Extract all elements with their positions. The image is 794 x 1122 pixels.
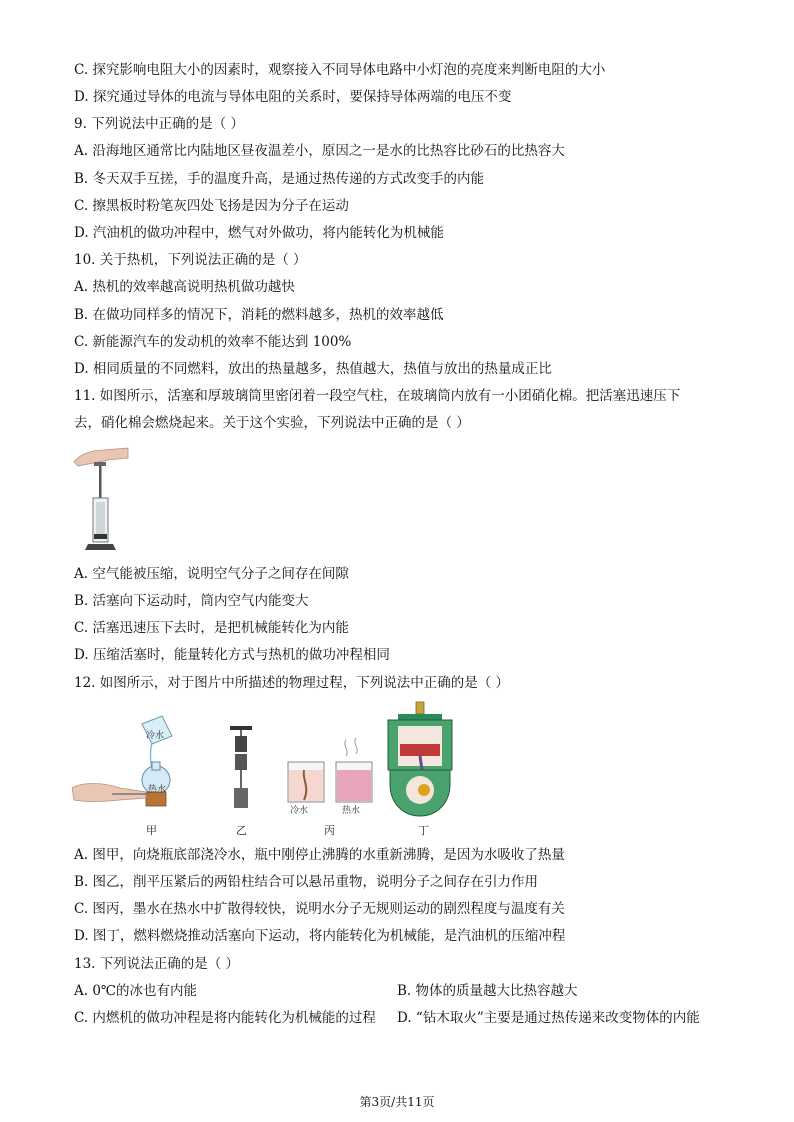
q10-option-a: A. 热机的效率越高说明热机做功越快 [74,279,295,295]
q12-option-c: C. 图丙，墨水在热水中扩散得较快，说明水分子无规则运动的剧烈程度与温度有关 [74,901,565,917]
q12-stem: 12. 如图所示，对于图片中所描述的物理过程，下列说法中正确的是（ ） [74,675,510,691]
q13-option-b: B. 物体的质量越大比热容越大 [397,983,578,999]
q10-option-c: C. 新能源汽车的发动机的效率不能达到 100% [74,334,352,350]
fig-jia-label-hot-water: 热水 [148,785,167,795]
q9-option-d: D. 汽油机的做功冲程中，燃气对外做功，将内能转化为机械能 [74,225,444,241]
q9-stem: 9. 下列说法中正确的是（ ） [74,116,244,132]
fig-caption-bing: 丙 [324,824,335,837]
fig-jia-label-cold-water: 冷水 [146,731,165,741]
fig-bing-label-hot-water: 热水 [342,806,361,816]
q10-option-d: D. 相同质量的不同燃料，放出的热量越多，热值越大，热值与放出的热量成正比 [74,361,552,377]
q12-option-d: D. 图丁，燃料燃烧推动活塞向下运动，将内能转化为机械能，是汽油机的压缩冲程 [74,928,566,944]
fig-caption-yi: 乙 [236,824,247,837]
q12-option-b: B. 图乙，削平压紧后的两铅柱结合可以悬吊重物，说明分子之间存在引力作用 [74,874,539,890]
q9-option-c: C. 擦黑板时粉笔灰四处飞扬是因为分子在运动 [74,198,349,214]
q11-piston-cylinder-figure [72,444,132,556]
q11-option-d: D. 压缩活塞时，能量转化方式与热机的做功冲程相同 [74,647,390,663]
q10-option-b: B. 在做功同样多的情况下，消耗的燃料越多，热机的效率越低 [74,307,444,323]
q11-option-b: B. 活塞向下运动时，筒内空气内能变大 [74,593,309,609]
q13-option-a: A. 0℃的冰也有内能 [74,983,198,999]
q8-option-c: C. 探究影响电阻大小的因素时，观察接入不同导体电路中小灯泡的亮度来判断电阻的大小 [74,62,606,78]
page-number: 第3页/共11页 [359,1095,435,1109]
q9-option-a: A. 沿海地区通常比内陆地区昼夜温差小，原因之一是水的比热容比砂石的比热容大 [74,143,565,159]
q11-option-a: A. 空气能被压缩，说明空气分子之间存在间隙 [74,566,349,582]
q13-stem: 13. 下列说法正确的是（ ） [74,956,240,972]
q13-option-d: D. “钻木取火”主要是通过热传递来改变物体的内能 [397,1010,700,1026]
q12-option-a: A. 图甲，向烧瓶底部浇冷水，瓶中刚停止沸腾的水重新沸腾，是因为水吸收了热量 [74,847,565,863]
q10-stem: 10. 关于热机，下列说法正确的是（ ） [74,252,307,268]
q9-option-b: B. 冬天双手互搓，手的温度升高，是通过热传递的方式改变手的内能 [74,171,485,187]
fig-bing-label-cold-water: 冷水 [290,806,309,816]
q12-figure-ding-engine [380,700,460,820]
q8-option-d: D. 探究通过导体的电流与导体电阻的关系时，要保持导体两端的电压不变 [74,89,512,105]
q12-figure-jia [72,710,212,818]
fig-caption-jia: 甲 [146,824,157,837]
fig-caption-ding: 丁 [418,824,429,837]
q12-figure-yi [226,722,256,818]
q11-stem-line1: 11. 如图所示，活塞和厚玻璃筒里密闭着一段空气柱，在玻璃筒内放有一小团硝化棉。把活塞迅速压下 [74,388,681,404]
q11-stem-line2: 去，硝化棉会燃烧起来。关于这个实验，下列说法中正确的是（ ） [74,415,470,431]
q11-option-c: C. 活塞迅速压下去时，是把机械能转化为内能 [74,620,349,636]
q13-option-c: C. 内燃机的做功冲程是将内能转化为机械能的过程 [74,1010,376,1026]
